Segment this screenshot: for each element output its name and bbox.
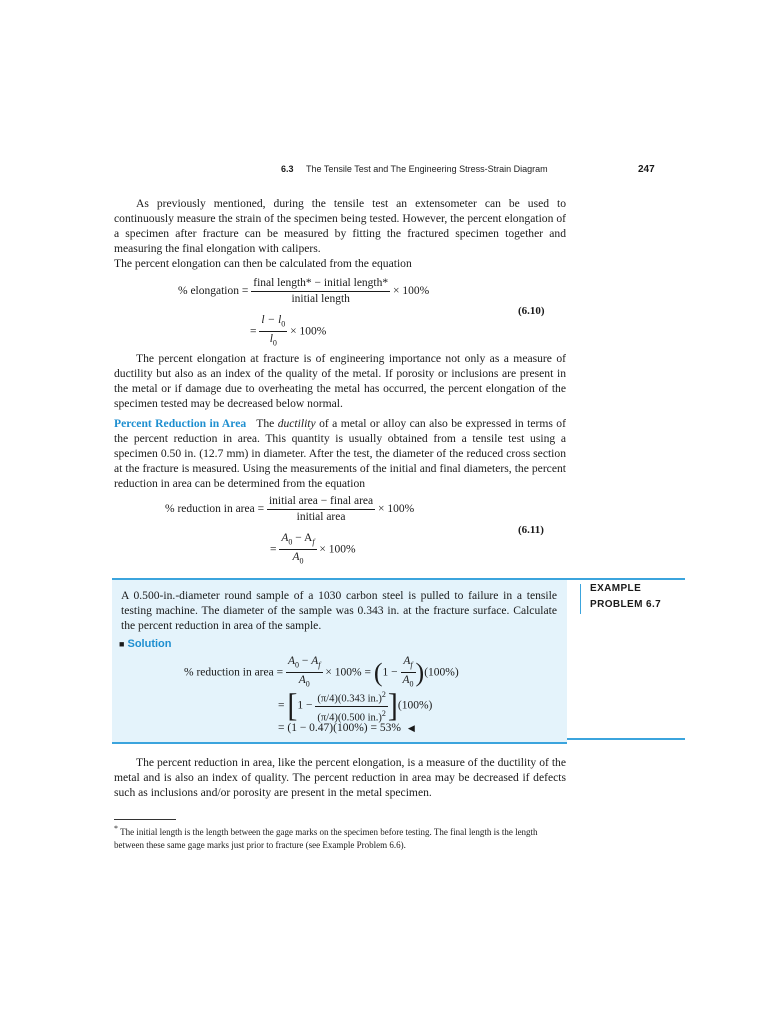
equation-6-10 (0, 276, 768, 348)
paragraph-text: The percent reduction in area, like the percent elongation, is a measure of the ductility of the metal and is also an index of quality. The percent reduction in area may be decreased if defects such as inclusions and/or porosity are present in the metal specimen. (114, 756, 566, 799)
equation-fraction (251, 276, 390, 307)
equation-term: (100%) (424, 666, 459, 679)
equation-multiplier: × 100% (378, 503, 415, 516)
paragraph-text: A 0.500-in.-diameter round sample of a 1030 carbon steel is pulled to failure in a tensile testing machine. The diameter of the sample was 0.343 in. at the fracture surface. Calculate the percent reduction in area of the sample. (121, 589, 557, 632)
equation-fraction: $\frac{A_0 - A_f}{A_0}$ (287, 655, 321, 689)
fraction-numerator: initial area − final area (267, 494, 375, 510)
equation-multiplier: × 100% (393, 285, 430, 298)
example-label-line: PROBLEM 6.7 (590, 599, 662, 610)
header-section-number: 6.3 (281, 164, 294, 174)
emphasis-text: ductility (277, 417, 316, 430)
footnote-text: The initial length is the length between the gage marks on the specimen before testing. The final length is the length between these same gage marks just prior to fracture (see Example Problem 6.6). (114, 827, 538, 850)
footnote-divider (114, 819, 176, 820)
equation-term: 1 − (297, 699, 313, 712)
divider (567, 738, 685, 740)
solution-heading (119, 638, 172, 650)
subscript: 0 (272, 338, 277, 348)
equation-6-11 (0, 494, 768, 568)
equation-equals: = (278, 699, 285, 712)
fraction-numerator: A (281, 532, 289, 544)
paragraph-text: As previously mentioned, during the tensile test an extensometer can be used to continuously measure the strain of the specimen being tested. However, the percent elongation of a specimen after fracture can be measured by fitting the fractured specimen together and measuring the final elongation with calipers. (114, 197, 566, 255)
paragraph-text: The percent elongation at fracture is of engineering importance not only as a measure of ductility but also as an index of the quality of the metal. If porosity or inclusions are present in the metal or if damage due to overheating the metal has occurred, the percent elongation of the specimen tested may be decreased below normal. (114, 352, 566, 410)
footnote-mark: * (114, 824, 118, 833)
paragraph-elongation-intro (114, 196, 566, 271)
equation-term: (100%) (397, 699, 433, 712)
paragraph-text: The (256, 417, 275, 430)
fraction-denominator: initial area (296, 511, 346, 523)
divider (580, 584, 581, 614)
paragraph-elongation-importance (114, 351, 566, 411)
solution-label: Solution (127, 638, 172, 650)
fraction-numerator: (π/4)(0.343 in.) (317, 693, 382, 705)
paragraph-reduction-in-area (114, 416, 566, 491)
example-label-line: EXAMPLE (590, 583, 642, 594)
equation-fraction (259, 313, 287, 351)
equation-equals: = (270, 543, 277, 556)
solution-equations: % reduction in area = $\frac{A_0 - A_f}{A_0}$ × 100% = (1 − $\frac{A_f}{A_0}$ )(100%) = [1 − $\frac{(\pi/4)(0.343 in.)^2}{(\pi/4)(0.500 in.)^2}$ ](100%) = (1 − 0.47)(100%) = 53% ◀ (184, 655, 459, 734)
equation-lhs: % reduction in area = (165, 503, 265, 516)
equation-fraction (279, 531, 316, 569)
fraction-denominator: (π/4)(0.500 in.) (317, 712, 382, 723)
equation-lhs: % reduction in area = (184, 666, 284, 679)
fraction-numerator: l − l (261, 314, 282, 326)
equation-multiplier: × 100% = (325, 666, 371, 679)
equation-number: (6.11) (518, 524, 544, 536)
footnote (114, 823, 566, 851)
example-problem-statement (121, 588, 557, 633)
subscript: 0 (281, 319, 286, 329)
fraction-numerator: final length* − initial length* (251, 276, 390, 292)
equation-lhs: % elongation = (178, 285, 249, 298)
fraction-denominator: l (269, 333, 273, 346)
subscript: 0 (299, 556, 304, 566)
equation-multiplier: × 100% (319, 543, 356, 556)
equation-multiplier: × 100% (290, 325, 327, 338)
running-header (0, 164, 768, 180)
fraction-numerator-part: − A (292, 532, 313, 544)
fraction-denominator: A (292, 551, 300, 564)
equation-term: 1 − (382, 666, 398, 679)
header-title: The Tensile Test and The Engineering Stress-Strain Diagram (306, 164, 548, 174)
section-heading: Percent Reduction in Area (114, 417, 247, 430)
equation-result: = (1 − 0.47)(100%) = 53% (278, 722, 401, 734)
paragraph-reduction-quality (114, 755, 566, 800)
equation-fraction: $\frac{(\pi/4)(0.343 in.)^2}{(\pi/4)(0.500 in.)^2}$ (317, 690, 386, 723)
equation-fraction: $\frac{A_f}{A_0}$ (402, 655, 414, 689)
end-of-solution-icon: ◀ (407, 723, 415, 733)
paragraph-text: The percent elongation can then be calculated from the equation (114, 257, 412, 270)
subscript: 0 (288, 537, 293, 547)
page-number: 247 (638, 164, 655, 175)
subscript: f (312, 537, 315, 547)
equation-number: (6.10) (518, 305, 545, 317)
paragraph-text: of a metal or alloy can also be expressed in terms of the percent reduction in area. This quantity is usually obtained from a tensile test using a specimen 0.50 in. (12.7 mm) in diameter. After the test, the diameter of the reduced cross section at the fracture is measured. Using the measurements of the initial and final diameters, the percent reduction in area can be determined from the equation (114, 417, 566, 490)
fraction-denominator: initial length (291, 293, 350, 305)
equation-equals: = (250, 325, 257, 338)
example-problem-label (590, 581, 661, 613)
solution-marker-icon: ■ (119, 639, 125, 649)
equation-fraction (267, 494, 375, 525)
divider (567, 578, 685, 580)
